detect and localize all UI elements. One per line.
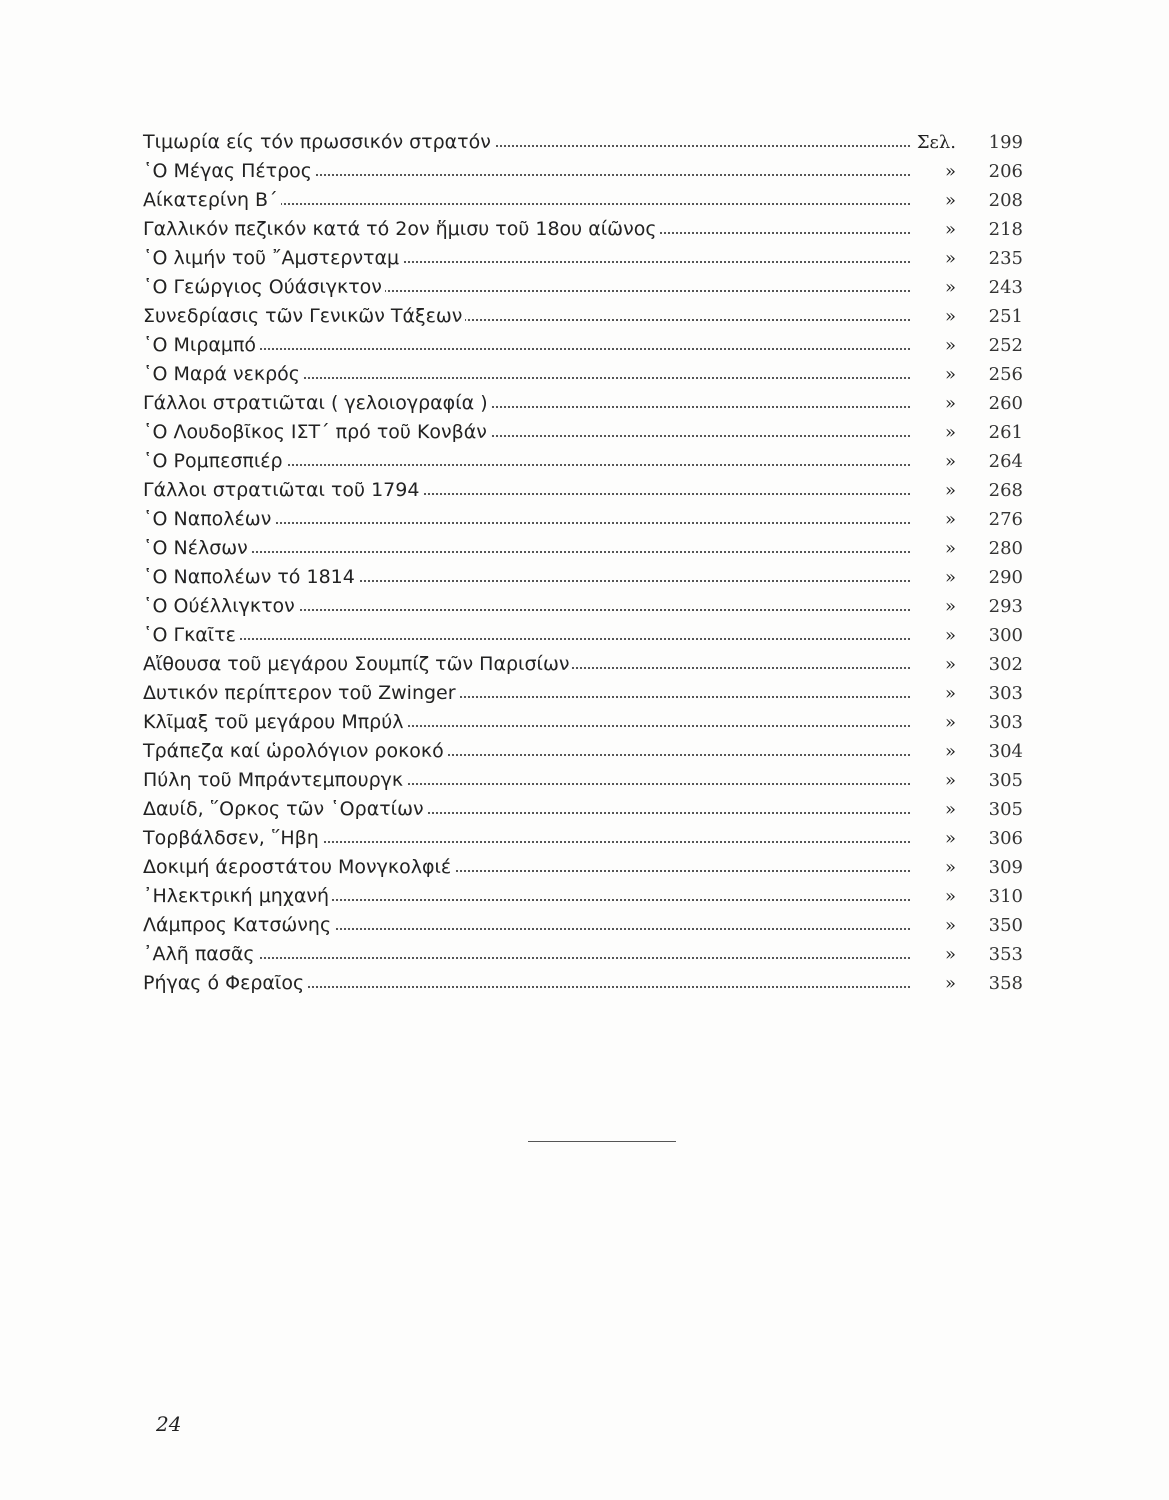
entry-page: 243 (988, 277, 1023, 298)
entry-title: ῾Ο Ναπολέων (143, 505, 274, 534)
entry-title: Γαλλικόν πεζικόν κατά τό 2ον ἥμισυ τοῦ 18ου αίῶνος (143, 215, 659, 244)
ditto-mark: » (944, 886, 956, 907)
entry-page: 268 (988, 480, 1023, 501)
ditto-mark: » (944, 915, 956, 936)
entry-page: 302 (988, 654, 1023, 675)
entry-page: 309 (988, 857, 1023, 878)
entry-page: 218 (988, 219, 1023, 240)
entry-title: ᾿Ηλεκτρική μηχανή (143, 882, 332, 911)
entry-page: 290 (988, 567, 1023, 588)
entry-title: ῾Ο Ρομπεσπιέρ (143, 447, 286, 476)
ditto-mark: » (944, 770, 956, 791)
entry-page: 264 (988, 451, 1023, 472)
toc-entry (0, 157, 1169, 186)
toc-entry (0, 418, 1169, 447)
toc-entry (0, 969, 1169, 998)
ditto-mark: » (944, 683, 956, 704)
ditto-mark: » (944, 190, 956, 211)
ditto-mark: » (944, 857, 956, 878)
entry-page: 208 (988, 190, 1023, 211)
toc-entry (0, 650, 1169, 679)
entry-title: ῾Ο Μαρά νεκρός (143, 360, 303, 389)
entry-page: 353 (988, 944, 1023, 965)
entry-page: 235 (988, 248, 1023, 269)
entry-page: 252 (988, 335, 1023, 356)
toc-entry (0, 389, 1169, 418)
ditto-mark: » (944, 422, 956, 443)
entry-page: 300 (988, 625, 1023, 646)
entry-title: Ρήγας ό Φεραῖος (143, 969, 307, 998)
toc-entry (0, 273, 1169, 302)
entry-title: ᾿Αλῆ πασᾶς (143, 940, 258, 969)
ditto-mark: » (944, 277, 956, 298)
entry-title: Τορβάλδσεν, ῞Ηβη (143, 824, 322, 853)
toc-entry (0, 476, 1169, 505)
ditto-mark: » (944, 828, 956, 849)
entry-page: 303 (988, 712, 1023, 733)
entry-page: 206 (988, 161, 1023, 182)
ditto-mark: » (944, 509, 956, 530)
entry-title: Γάλλοι στρατιῶται τοῦ 1794 (143, 476, 422, 505)
ditto-mark: » (944, 219, 956, 240)
toc-entry (0, 360, 1169, 389)
ditto-mark: » (944, 741, 956, 762)
toc-entry (0, 128, 1169, 157)
entry-title: Δοκιμή άεροστάτου Μονγκολφιέ (143, 853, 454, 882)
toc-entry (0, 737, 1169, 766)
dot-leader (143, 551, 910, 553)
entry-title: Κλῖμαξ τοῦ μεγάρου Μπρύλ (143, 708, 406, 737)
entry-title: Πύλη τοῦ Μπράντεμπουργκ (143, 766, 406, 795)
ditto-mark: » (944, 480, 956, 501)
toc-entry (0, 505, 1169, 534)
entry-title: ῾Ο Μέγας Πέτρος (143, 157, 315, 186)
entry-title: ῾Ο Λουδοβῖκος ΙΣΤ΄ πρό τοῦ Κονβάν (143, 418, 490, 447)
entry-page: 350 (988, 915, 1023, 936)
toc-entry (0, 940, 1169, 969)
toc-entry (0, 534, 1169, 563)
toc-entry (0, 795, 1169, 824)
toc-entry (0, 708, 1169, 737)
entry-title: Συνεδρίασις τῶν Γενικῶν Τάξεων (143, 302, 465, 331)
dot-leader (143, 957, 910, 959)
entry-page: 256 (988, 364, 1023, 385)
ditto-mark: » (944, 248, 956, 269)
page-number: 24 (156, 1412, 182, 1436)
toc-entry (0, 679, 1169, 708)
entry-page: 261 (988, 422, 1023, 443)
table-of-contents (0, 128, 1169, 998)
entry-title: ῾Ο λιμήν τοῦ ῎Αμστερνταμ (143, 244, 402, 273)
entry-title: Αἴθουσα τοῦ μεγάρου Σουμπίζ τῶν Παρισίων (143, 650, 572, 679)
entry-page: 260 (988, 393, 1023, 414)
ditto-mark: » (944, 306, 956, 327)
entry-title: Λάμπρος Κατσώνης (143, 911, 334, 940)
toc-entry (0, 302, 1169, 331)
ditto-mark: » (944, 944, 956, 965)
entry-page: 304 (988, 741, 1023, 762)
entry-page: 199 (988, 132, 1023, 153)
entry-title: Τράπεζα καί ὡρολόγιον ροκοκό (143, 737, 447, 766)
entry-page: 276 (988, 509, 1023, 530)
toc-entry (0, 592, 1169, 621)
entry-title: Δυτικόν περίπτερον τοῦ Zwinger (143, 679, 459, 708)
toc-entry (0, 215, 1169, 244)
ditto-mark: » (944, 161, 956, 182)
entry-page: 305 (988, 799, 1023, 820)
toc-entry (0, 766, 1169, 795)
entry-title: ῾Ο Γκαῖτε (143, 621, 239, 650)
toc-entry (0, 824, 1169, 853)
entry-page: 310 (988, 886, 1023, 907)
entry-page: 305 (988, 770, 1023, 791)
toc-entry (0, 186, 1169, 215)
toc-entry (0, 447, 1169, 476)
ditto-mark: » (944, 451, 956, 472)
entry-page: 303 (988, 683, 1023, 704)
entry-title: ῾Ο Ναπολέων τό 1814 (143, 563, 358, 592)
entry-title: ῾Ο Μιραμπό (143, 331, 259, 360)
entry-page: 358 (988, 973, 1023, 994)
entry-title: Γάλλοι στρατιῶται ( γελοιογραφία ) (143, 389, 491, 418)
toc-entry (0, 244, 1169, 273)
toc-entry (0, 331, 1169, 360)
entry-page: 251 (988, 306, 1023, 327)
entry-title: ῾Ο Νέλσων (143, 534, 251, 563)
toc-entry (0, 853, 1169, 882)
toc-entry (0, 621, 1169, 650)
entry-title: ῾Ο Ούέλλιγκτον (143, 592, 298, 621)
ditto-mark: » (944, 364, 956, 385)
entry-page: 280 (988, 538, 1023, 559)
page-prefix: Σελ. (916, 132, 956, 153)
entry-title: Δαυίδ, ῞Ορκος τῶν ῾Ορατίων (143, 795, 427, 824)
entry-title: ῾Ο Γεώργιος Ούάσιγκτον (143, 273, 385, 302)
entry-title: Αίκατερίνη Β΄ (143, 186, 281, 215)
ditto-mark: » (944, 654, 956, 675)
entry-page: 306 (988, 828, 1023, 849)
section-divider (528, 1141, 676, 1142)
toc-entry (0, 882, 1169, 911)
ditto-mark: » (944, 973, 956, 994)
ditto-mark: » (944, 712, 956, 733)
ditto-mark: » (944, 625, 956, 646)
ditto-mark: » (944, 335, 956, 356)
entry-title: Τιμωρία είς τόν πρωσσικόν στρατόν (143, 128, 494, 157)
toc-entry (0, 911, 1169, 940)
ditto-mark: » (944, 393, 956, 414)
ditto-mark: » (944, 799, 956, 820)
ditto-mark: » (944, 567, 956, 588)
ditto-mark: » (944, 596, 956, 617)
ditto-mark: » (944, 538, 956, 559)
dot-leader (143, 638, 910, 640)
toc-entry (0, 563, 1169, 592)
entry-page: 293 (988, 596, 1023, 617)
